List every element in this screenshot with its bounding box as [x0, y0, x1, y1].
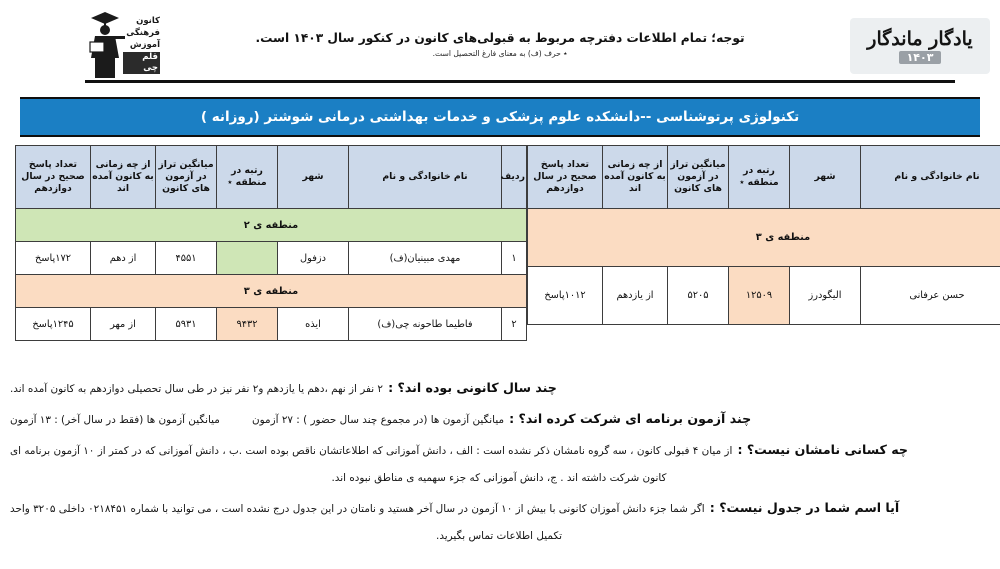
faq-answer-not-listed-line2: تکمیل اطلاعات تماس بگیرید. — [436, 530, 562, 542]
kanoon-logo-line-1: کانون — [136, 16, 160, 26]
faq-answer-not-listed-line1: اگر شما جزء دانش آموزان کانونی با بیش از ۱۰ آزمون در سال آخر هستید و نامتان در این جدول درج نشده است ، می توانید با شماره ۰۲۱۸۴۵۱ داخلی ۳۲۰۵ واحد — [10, 503, 705, 515]
results-table-right — [15, 145, 527, 341]
cell-rank: ۱۲۵۰۹ — [729, 267, 790, 325]
kanoon-logo-line-4: قلم چی — [123, 52, 160, 74]
brand-year: ۱۴۰۳ — [899, 51, 942, 64]
faq-answer-missing-names-line2: کانون شرکت داشته اند . ج، دانش آموزانی که جزء سهمیه ی مناطق نبوده اند. — [331, 472, 667, 484]
cell-radif: ۲ — [502, 308, 527, 341]
cell-rank — [217, 242, 278, 275]
table-body-right — [16, 209, 527, 341]
col-rank: رتبه در منطقه ٭ — [729, 146, 790, 209]
cell-answers: ۱۷۲پاسخ — [16, 242, 91, 275]
table-row — [16, 242, 527, 275]
col-rank: رتبه در منطقه ٭ — [217, 146, 278, 209]
zone-header-row — [16, 209, 527, 242]
col-taraz: میانگین تراز در آزمون های کانون — [156, 146, 217, 209]
faq-answer-exams-total: میانگین آزمون ها (در مجموع چند سال حضور ) : ۲۷ آزمون — [252, 414, 505, 426]
yadegar-mandegar-badge — [850, 18, 990, 74]
faq-answer-not-listed-cont — [10, 525, 988, 545]
cell-from: از یازدهم — [603, 267, 668, 325]
table-body-left — [528, 209, 1000, 325]
faq-answer-missing-names-line1: از میان ۴ فبولی کانون ، سه گروه نامشان ذکر نشده است : الف ، دانش آموزانی که اطلاعاتشان ناقص بوده است .ب ، دانش آموزانی که در کمتر از ۱۰ آزمون برنامه ای — [10, 445, 733, 457]
table-head-left — [528, 146, 1000, 209]
faq-question-not-listed: آیا اسم شما در جدول نیست؟ : — [709, 500, 900, 515]
cell-from: از دهم — [91, 242, 156, 275]
col-taraz: میانگین تراز در آزمون های کانون — [668, 146, 729, 209]
cell-taraz: ۴۵۵۱ — [156, 242, 217, 275]
table-header-row — [16, 146, 527, 209]
table-head-right — [16, 146, 527, 209]
faq-item-missing-names — [10, 440, 988, 460]
cell-from: از مهر — [91, 308, 156, 341]
col-city: شهر — [278, 146, 349, 209]
cell-name: حسن عرفانی — [861, 267, 1000, 325]
col-name: نام خانوادگی و نام — [349, 146, 502, 209]
faq-answer-exams-lastyear: میانگین آزمون ها (فقط در سال آخر) : ۱۳ آزمون — [10, 414, 220, 426]
faq-question-years: چند سال کانونی بوده اند؟ : — [388, 380, 557, 395]
faq-section — [10, 378, 988, 556]
table-row — [528, 267, 1000, 325]
major-title-banner — [20, 97, 980, 137]
zone-header-row — [16, 275, 527, 308]
cell-answers: ۱۰۱۲پاسخ — [528, 267, 603, 325]
faq-answer-years: ۲ نفر از نهم ،دهم یا یازدهم و۲ نفر نیز در طی سال تحصیلی دوازدهم به کانون آمده اند. — [10, 383, 383, 395]
cell-taraz: ۵۹۳۱ — [156, 308, 217, 341]
col-from: از چه زمانی به کانون آمده اند — [91, 146, 156, 209]
zone-label: منطقه ی ۲ — [16, 209, 527, 242]
zone-header-row — [528, 209, 1000, 267]
cell-city: الیگودرز — [790, 267, 861, 325]
col-name: نام خانوادگی و نام — [861, 146, 1000, 209]
table-row — [16, 308, 527, 341]
table-header-row — [528, 146, 1000, 209]
faq-question-exams: چند آزمون برنامه ای شرکت کرده اند؟ : — [509, 411, 752, 426]
cell-radif: ۱ — [502, 242, 527, 275]
col-answers: تعداد پاسخ صحیح در سال دوازدهم — [16, 146, 91, 209]
document-header — [0, 0, 1000, 88]
results-tables — [15, 145, 985, 330]
faq-item-not-listed — [10, 498, 988, 518]
notice-main-text: توجه؛ تمام اطلاعات دفترچه مربوط به قبولی‌های کانون در کنکور سال ۱۴۰۳ است. — [255, 31, 745, 45]
notice-sub-text: ٭ حرف (ف) به معنای فارغ التحصیل است. — [432, 49, 568, 58]
kanoon-logo-line-2: فرهنگی — [126, 28, 160, 38]
col-answers: تعداد پاسخ صحیح در سال دوازدهم — [528, 146, 603, 209]
cell-rank: ۹۴۳۲ — [217, 308, 278, 341]
col-from: از چه زمانی به کانون آمده اند — [603, 146, 668, 209]
faq-question-missing-names: چه کسانی نامشان نیست؟ : — [737, 442, 908, 457]
cell-name: فاطیما طاحونه چی(ف) — [349, 308, 502, 341]
cell-name: مهدی مبینیان(ف) — [349, 242, 502, 275]
col-city: شهر — [790, 146, 861, 209]
cell-answers: ۱۲۴۵پاسخ — [16, 308, 91, 341]
kanoon-logo-line-3: آموزش — [129, 40, 160, 50]
major-title-text: تکنولوژی پرتوشناسی --دانشکده علوم پزشکی و خدمات بهداشتی درمانی شوشتر (روزانه ) — [200, 109, 800, 125]
zone-label: منطقه ی ۳ — [16, 275, 527, 308]
cell-city: دزفول — [278, 242, 349, 275]
faq-answer-missing-names-cont — [10, 467, 988, 487]
results-table-left — [527, 145, 1000, 325]
zone-label: منطقه ی ۳ — [528, 209, 1000, 267]
faq-item-years — [10, 378, 988, 398]
header-divider — [85, 80, 955, 83]
cell-city: ایذه — [278, 308, 349, 341]
faq-item-exams — [10, 409, 988, 429]
brand-title: یادگار ماندگار — [867, 28, 973, 50]
col-radif: ردیف — [502, 146, 527, 209]
cell-taraz: ۵۲۰۵ — [668, 267, 729, 325]
